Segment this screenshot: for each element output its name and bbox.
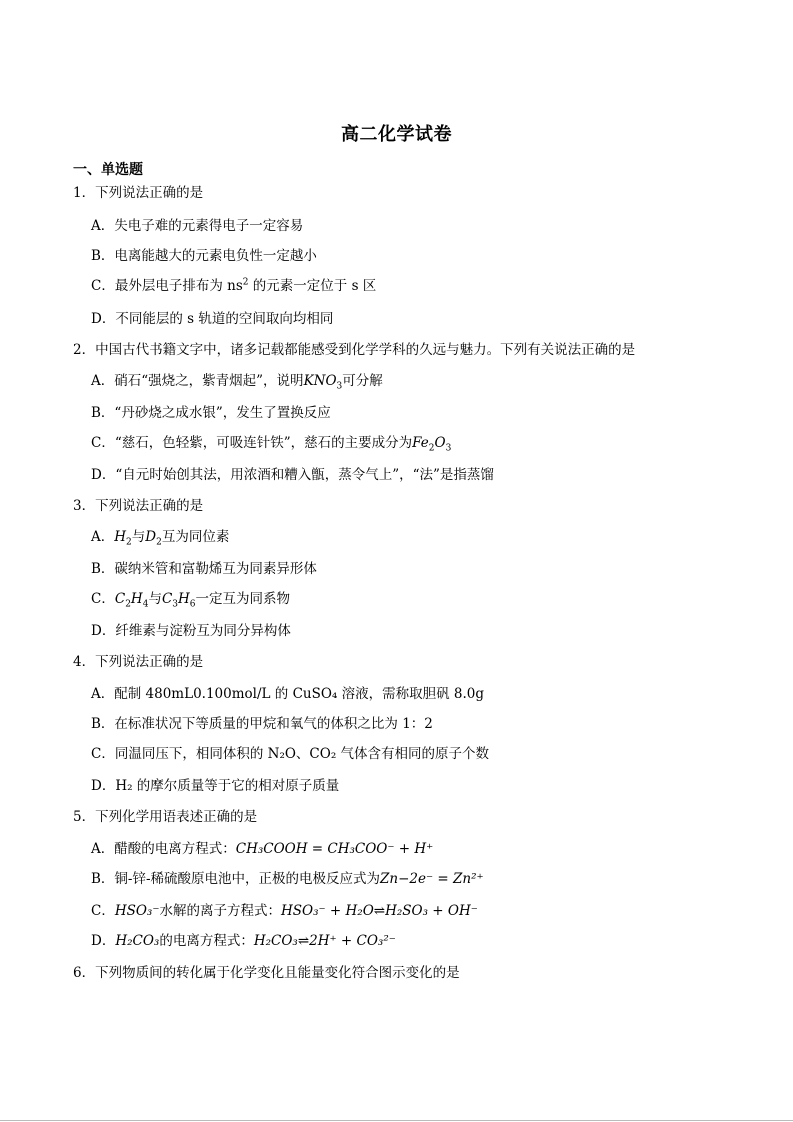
q3-option-d <box>91 622 291 640</box>
option-label: B． <box>91 405 115 421</box>
option-label: D． <box>91 623 116 639</box>
q3-option-b <box>91 560 317 578</box>
question-number: 2． <box>73 342 96 358</box>
option-label: C． <box>91 435 115 451</box>
question-5 <box>73 808 257 826</box>
question-stem: 下列化学用语表述正确的是 <box>95 809 258 825</box>
q3-option-c <box>91 590 290 608</box>
option-text: 配制 480mL0.100mol/L 的 CuSO₄ 溶液，需称取胆矾 8.0g <box>114 686 485 702</box>
subscript: 3 <box>172 599 179 610</box>
question-stem: 下列说法正确的是 <box>95 654 204 670</box>
formula: H <box>178 591 190 607</box>
subscript: 2 <box>428 443 435 454</box>
q2-option-c <box>91 434 451 452</box>
section-heading: 一、单选题 <box>73 162 143 178</box>
option-label: A． <box>91 686 115 702</box>
option-label: C． <box>91 746 115 762</box>
option-label: A． <box>91 373 115 389</box>
option-label: D． <box>91 311 116 327</box>
option-text: 最外层电子排布为 ns <box>114 278 243 294</box>
option-text: 互为同位素 <box>161 529 230 545</box>
question-2 <box>73 341 635 359</box>
equation: H₂CO₃⇌2H⁺ + CO₃²⁻ <box>253 933 396 949</box>
q5-option-c <box>91 902 478 920</box>
page-title: 高二化学试卷 <box>341 124 452 145</box>
question-number: 3． <box>73 498 96 514</box>
equation: Zn−2e⁻ = Zn²⁺ <box>380 871 484 887</box>
option-text: H₂ 的摩尔质量等于它的相对原子质量 <box>115 778 340 794</box>
question-4 <box>73 653 203 671</box>
q1-option-b <box>91 247 317 265</box>
option-label: A． <box>91 529 115 545</box>
q1-option-c <box>91 277 376 295</box>
q1-option-d <box>91 310 333 328</box>
option-label: A． <box>91 218 115 234</box>
option-text: 与 <box>148 591 162 607</box>
option-label: D． <box>91 778 116 794</box>
option-text: 铜-锌-稀硫酸原电池中，正极的电极反应式为 <box>114 871 381 887</box>
q5-option-b <box>91 870 484 888</box>
option-label: D． <box>91 467 116 483</box>
option-label: C． <box>91 903 115 919</box>
option-text: 碳纳米管和富勒烯互为同素异形体 <box>114 561 317 577</box>
superscript: 2 <box>242 277 249 288</box>
question-number: 6． <box>73 965 96 981</box>
subscript: 2 <box>126 537 132 548</box>
subscript: 6 <box>189 599 196 610</box>
q4-option-c <box>91 745 489 763</box>
q5-option-a <box>91 840 433 858</box>
option-text: 的电离方程式： <box>159 933 254 949</box>
subscript: 2 <box>125 599 131 610</box>
option-text: 电离能越大的元素电负性一定越小 <box>114 248 317 264</box>
option-label: C． <box>91 278 115 294</box>
option-text: 的元素一定位于 s 区 <box>248 278 377 294</box>
option-text: 醋酸的电离方程式： <box>114 841 236 857</box>
subscript: 4 <box>142 599 149 610</box>
q2-option-b <box>91 404 331 422</box>
equation: CH₃COOH = CH₃COO⁻ + H⁺ <box>235 841 434 857</box>
question-6 <box>73 964 460 982</box>
option-text: 硝石“强烧之，紫青烟起”，说明 <box>114 373 304 389</box>
formula: HSO₃⁻ <box>114 903 160 919</box>
formula: C <box>114 591 126 607</box>
question-3 <box>73 497 203 515</box>
question-number: 5． <box>73 809 96 825</box>
option-text: 水解的离子方程式： <box>159 903 281 919</box>
option-label: B． <box>91 716 115 732</box>
option-text: 失电子难的元素得电子一定容易 <box>114 218 304 234</box>
option-text: 与 <box>131 529 146 545</box>
option-text: “丹砂烧之成水银”，发生了置换反应 <box>114 405 331 421</box>
option-label: B． <box>91 871 115 887</box>
formula: H₂CO₃ <box>115 933 160 949</box>
option-text: 一定互为同系物 <box>195 591 291 607</box>
q2-option-a <box>91 372 383 390</box>
option-label: C． <box>91 591 115 607</box>
subscript: 2 <box>156 537 162 548</box>
option-text: 纤维素与淀粉互为同分异构体 <box>115 623 291 639</box>
formula: Fe <box>412 435 429 451</box>
subscript: 3 <box>336 381 343 392</box>
q5-option-d <box>91 932 396 950</box>
question-number: 4． <box>73 654 96 670</box>
option-label: D． <box>91 933 116 949</box>
question-stem: 下列说法正确的是 <box>95 185 204 201</box>
q4-option-a <box>91 685 484 703</box>
formula: O <box>434 435 446 451</box>
option-label: B． <box>91 248 115 264</box>
formula: H <box>114 529 127 545</box>
formula: C <box>161 591 173 607</box>
page-bottom-divider <box>0 1120 793 1121</box>
question-stem: 下列说法正确的是 <box>95 498 204 514</box>
option-text: 同温同压下，相同体积的 N₂O、CO₂ 气体含有相同的原子个数 <box>114 746 490 762</box>
formula: D <box>145 529 157 545</box>
q2-option-d <box>91 466 494 484</box>
option-label: B． <box>91 561 115 577</box>
option-text: 在标准状况下等质量的甲烷和氧气的体积之比为 1：2 <box>114 716 433 732</box>
q1-option-a <box>91 217 303 235</box>
formula: KNO <box>303 373 337 389</box>
equation: HSO₃⁻ + H₂O⇌H₂SO₃ + OH⁻ <box>280 903 478 919</box>
option-text: “自元时始创其法，用浓酒和糟入甑，蒸令气上”，“法”是指蒸馏 <box>115 467 494 483</box>
question-number: 1． <box>73 185 96 201</box>
option-text: “慈石，色轻紫，可吸连针铁”，慈石的主要成分为 <box>114 435 413 451</box>
question-stem: 中国古代书籍文字中，诸多记载都能感受到化学学科的久远与魅力。下列有关说法正确的是 <box>95 342 636 358</box>
q3-option-a <box>91 528 229 546</box>
question-stem: 下列物质间的转化属于化学变化且能量变化符合图示变化的是 <box>95 965 460 981</box>
formula: H <box>130 591 143 607</box>
q4-option-b <box>91 715 433 733</box>
option-text: 不同能层的 s 轨道的空间取向均相同 <box>115 311 334 327</box>
option-label: A． <box>91 841 115 857</box>
option-text: 可分解 <box>342 373 383 389</box>
q4-option-d <box>91 777 339 795</box>
subscript: 3 <box>445 443 452 454</box>
question-1 <box>73 184 203 202</box>
